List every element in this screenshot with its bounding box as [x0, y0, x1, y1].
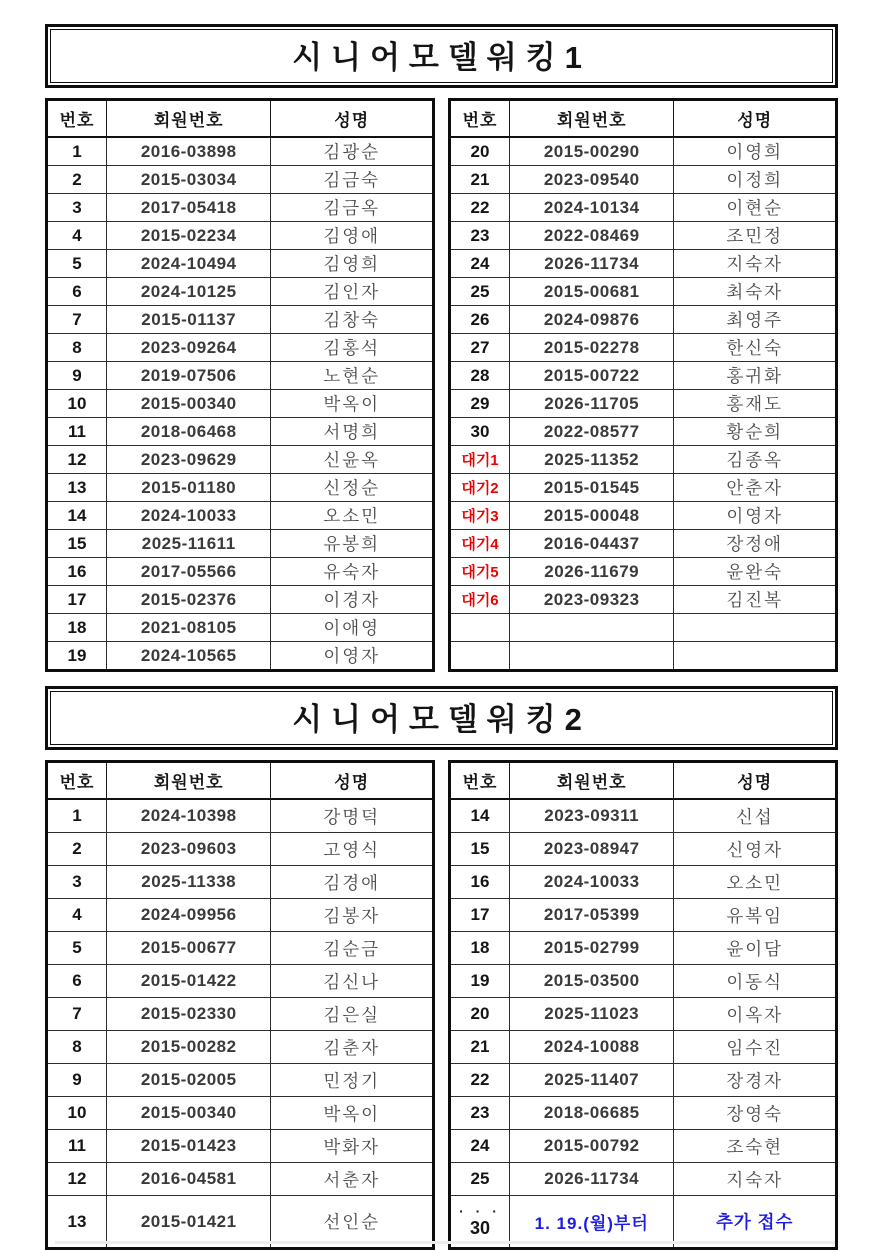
cell-row-number: 16: [47, 558, 107, 586]
cell-row-number: 4: [47, 222, 107, 250]
cell-member-name: 이경자: [271, 586, 434, 614]
section-1-title-text: 시니어모델워킹1: [292, 40, 591, 75]
section-1-tables: [45, 98, 838, 672]
cell-row-number: 18: [450, 932, 510, 965]
cell-member-number: 2015-01545: [509, 474, 673, 502]
cell-member-number: 2017-05399: [509, 899, 673, 932]
column-header: 성명: [271, 762, 434, 800]
cell-member-number: 2024-10125: [106, 278, 270, 306]
cell-row-number: 22: [450, 194, 510, 222]
section-2-tables: [45, 760, 838, 1250]
cell-member-number: 2015-01137: [106, 306, 270, 334]
cell-row-number: 대기2: [450, 474, 510, 502]
cell-member-number: 2023-09629: [106, 446, 270, 474]
cell-member-name: 이현순: [674, 194, 837, 222]
cell-member-name: 이정희: [674, 166, 837, 194]
cell-member-number: 2015-02330: [106, 998, 270, 1031]
cell-row-number: 11: [47, 1130, 107, 1163]
table-row: [450, 833, 837, 866]
cell-member-number: 2015-00792: [509, 1130, 673, 1163]
table-row: [47, 932, 434, 965]
cell-member-name: 신정순: [271, 474, 434, 502]
cell-member-number: 2023-09323: [509, 586, 673, 614]
cell-row-number: 대기3: [450, 502, 510, 530]
cell-member-number: 2026-11734: [509, 1163, 673, 1196]
cell-row-number: 16: [450, 866, 510, 899]
cell-member-number: 2023-09540: [509, 166, 673, 194]
table-row: [47, 194, 434, 222]
cell-member-name: 이옥자: [674, 998, 837, 1031]
cell-member-number: 2026-11705: [509, 390, 673, 418]
cell-member-name: 김영애: [271, 222, 434, 250]
table-row: [47, 502, 434, 530]
cell-member-name: 윤이담: [674, 932, 837, 965]
table-row: [450, 899, 837, 932]
cell-row-number: 25: [450, 278, 510, 306]
roster-table-2-left: [45, 760, 435, 1250]
cell-row-number: 24: [450, 250, 510, 278]
cell-row-number: 17: [450, 899, 510, 932]
cell-member-name: 윤완숙: [674, 558, 837, 586]
table-row: [450, 306, 837, 334]
cell-member-number: 2015-00722: [509, 362, 673, 390]
cell-row-number: 18: [47, 614, 107, 642]
roster-table-1-right: [448, 98, 838, 672]
cell-member-number: 2015-02376: [106, 586, 270, 614]
cell-member-name: 장경자: [674, 1064, 837, 1097]
cell-member-name: 서명희: [271, 418, 434, 446]
cell-member-number: 2024-09956: [106, 899, 270, 932]
cell-member-number: 2015-02799: [509, 932, 673, 965]
table-row: [47, 558, 434, 586]
cell-member-name: 지숙자: [674, 1163, 837, 1196]
cell-member-number: 2023-08947: [509, 833, 673, 866]
roster-table-2-right: [448, 760, 838, 1250]
section-1-title: [45, 24, 838, 88]
cell-member-number: 2025-11352: [509, 446, 673, 474]
table-row: [450, 1163, 837, 1196]
cell-row-number: 29: [450, 390, 510, 418]
cell-member-number: 2023-09603: [106, 833, 270, 866]
cell-member-number: 2015-03500: [509, 965, 673, 998]
table-row: [47, 474, 434, 502]
column-header: 회원번호: [509, 100, 673, 138]
column-header: 번호: [47, 100, 107, 138]
cell-member-number: 2025-11407: [509, 1064, 673, 1097]
cell-member-number: 2026-11679: [509, 558, 673, 586]
cell-member-name: 유숙자: [271, 558, 434, 586]
cell-member-number: 2017-05418: [106, 194, 270, 222]
cell-row-number: 대기4: [450, 530, 510, 558]
cell-member-number: 2015-03034: [106, 166, 270, 194]
cell-row-number: 12: [47, 446, 107, 474]
cell-member-number: 2024-09876: [509, 306, 673, 334]
cell-member-number: 2024-10033: [509, 866, 673, 899]
cell-row-number: 15: [450, 833, 510, 866]
column-header: 회원번호: [106, 762, 270, 800]
cell-member-name: 김인자: [271, 278, 434, 306]
table-row: [47, 530, 434, 558]
cell-row-number: 13: [47, 474, 107, 502]
cell-row-number: 15: [47, 530, 107, 558]
table-row: [47, 362, 434, 390]
cell-member-name: 오소민: [271, 502, 434, 530]
cell-member-name: 홍재도: [674, 390, 837, 418]
table-row: [47, 137, 434, 166]
table-row: [47, 418, 434, 446]
cell-member-number: 2024-10088: [509, 1031, 673, 1064]
cell-member-number: [509, 642, 673, 671]
cell-member-name: 신윤옥: [271, 446, 434, 474]
cell-member-name: 최영주: [674, 306, 837, 334]
cell-row-number: 11: [47, 418, 107, 446]
header-row: [450, 762, 837, 800]
cell-member-number: 2024-10398: [106, 799, 270, 833]
cell-member-number: 2015-01180: [106, 474, 270, 502]
cell-row-number: 6: [47, 278, 107, 306]
cell-member-name: [674, 614, 837, 642]
cell-row-number: 27: [450, 334, 510, 362]
table-row: [450, 334, 837, 362]
cell-member-number: 2024-10033: [106, 502, 270, 530]
cell-member-number: 2015-01422: [106, 965, 270, 998]
cell-row-number: 2: [47, 166, 107, 194]
cell-member-number: 2015-00282: [106, 1031, 270, 1064]
table-row: [450, 418, 837, 446]
cell-member-name: 한신숙: [674, 334, 837, 362]
table-row: [450, 362, 837, 390]
table-row: [450, 586, 837, 614]
cell-member-number: 2024-10494: [106, 250, 270, 278]
table-row: [450, 390, 837, 418]
table-row: [450, 137, 837, 166]
cell-member-name: 이영자: [271, 642, 434, 671]
table-row: [450, 866, 837, 899]
cell-member-number: 2015-02278: [509, 334, 673, 362]
cell-member-number: 2025-11338: [106, 866, 270, 899]
table-row: [47, 866, 434, 899]
cell-member-number: 2015-01423: [106, 1130, 270, 1163]
header-row: [450, 100, 837, 138]
cell-member-name: 신영자: [674, 833, 837, 866]
table-row: [47, 614, 434, 642]
cell-member-name: 고영식: [271, 833, 434, 866]
cell-member-name: 박옥이: [271, 390, 434, 418]
cell-row-number: 3: [47, 866, 107, 899]
page-edge-shadow: [55, 1241, 835, 1244]
cell-member-number: 2016-03898: [106, 137, 270, 166]
cell-row-number: 17: [47, 586, 107, 614]
table-row: [47, 965, 434, 998]
table-row: [450, 250, 837, 278]
cell-member-name: 신섭: [674, 799, 837, 833]
cell-member-number: 2019-07506: [106, 362, 270, 390]
table-row: [47, 250, 434, 278]
cell-row-number: 대기5: [450, 558, 510, 586]
cell-row-number: 24: [450, 1130, 510, 1163]
table-row: [450, 446, 837, 474]
cell-member-name: 장정애: [674, 530, 837, 558]
table-row: [450, 166, 837, 194]
cell-member-number: 2023-09264: [106, 334, 270, 362]
table-row: [47, 998, 434, 1031]
table-row: [450, 1130, 837, 1163]
cell-row-number: 4: [47, 899, 107, 932]
cell-member-name: 안춘자: [674, 474, 837, 502]
cell-member-number: 2021-08105: [106, 614, 270, 642]
cell-row-number: 30: [450, 418, 510, 446]
cell-row-number: [450, 614, 510, 642]
cell-row-number: 28: [450, 362, 510, 390]
cell-member-number: 2022-08577: [509, 418, 673, 446]
cell-row-number: 6: [47, 965, 107, 998]
table-row: [47, 1130, 434, 1163]
table-row: [47, 1064, 434, 1097]
cell-member-number: 2022-08469: [509, 222, 673, 250]
cell-member-name: 홍귀화: [674, 362, 837, 390]
cell-row-number: 1: [47, 137, 107, 166]
cell-member-number: 2024-10134: [509, 194, 673, 222]
cell-member-number: 2025-11611: [106, 530, 270, 558]
cell-row-number: 9: [47, 362, 107, 390]
table-row: [450, 530, 837, 558]
cell-row-number: · · · 30: [450, 1196, 510, 1249]
cell-member-name: 이동식: [674, 965, 837, 998]
cell-member-name: 김홍석: [271, 334, 434, 362]
cell-member-name: 이영희: [674, 137, 837, 166]
cell-row-number: 9: [47, 1064, 107, 1097]
table-row: [450, 278, 837, 306]
cell-row-number: 23: [450, 1097, 510, 1130]
cell-row-number: 8: [47, 1031, 107, 1064]
cell-row-number: 10: [47, 1097, 107, 1130]
column-header: 성명: [674, 100, 837, 138]
cell-row-number: 21: [450, 166, 510, 194]
cell-row-number: 13: [47, 1196, 107, 1249]
cell-member-name: 최숙자: [674, 278, 837, 306]
table-row: [450, 614, 837, 642]
cell-row-number: 10: [47, 390, 107, 418]
cell-member-name: 이영자: [674, 502, 837, 530]
cell-member-name: 김신나: [271, 965, 434, 998]
cell-member-name: 김춘자: [271, 1031, 434, 1064]
table-row: [47, 222, 434, 250]
table-row: [450, 558, 837, 586]
column-header: 회원번호: [106, 100, 270, 138]
table-row: [47, 166, 434, 194]
cell-member-number: 2015-00681: [509, 278, 673, 306]
table-row: [450, 932, 837, 965]
cell-row-number: 7: [47, 306, 107, 334]
section-2-title-text: 시니어모델워킹2: [292, 702, 591, 737]
table-row: [47, 799, 434, 833]
table-row: [450, 474, 837, 502]
section-2-title: [45, 686, 838, 750]
section-walking-1: [45, 24, 838, 672]
cell-member-name: 김은실: [271, 998, 434, 1031]
table-row: [450, 642, 837, 671]
column-header: 번호: [450, 100, 510, 138]
cell-member-number: 2015-00677: [106, 932, 270, 965]
cell-member-number: 2018-06685: [509, 1097, 673, 1130]
cell-row-number: 3: [47, 194, 107, 222]
cell-member-name: 강명덕: [271, 799, 434, 833]
cell-member-name: 서춘자: [271, 1163, 434, 1196]
cell-member-name: 임수진: [674, 1031, 837, 1064]
cell-row-number: 20: [450, 137, 510, 166]
table-row: [47, 1097, 434, 1130]
cell-member-name: 유봉희: [271, 530, 434, 558]
cell-row-number: 12: [47, 1163, 107, 1196]
table-row: [450, 194, 837, 222]
table-row: [47, 1031, 434, 1064]
cell-member-number: 2017-05566: [106, 558, 270, 586]
cell-member-number: [509, 614, 673, 642]
section-walking-2: [45, 686, 838, 1250]
table-row: [47, 306, 434, 334]
cell-member-name: 김봉자: [271, 899, 434, 932]
cell-member-number: 2015-02005: [106, 1064, 270, 1097]
cell-member-number: 2023-09311: [509, 799, 673, 833]
table-row: [47, 833, 434, 866]
cell-row-number: 19: [47, 642, 107, 671]
table-row: [47, 586, 434, 614]
cell-row-number: 7: [47, 998, 107, 1031]
cell-member-number: 2015-02234: [106, 222, 270, 250]
table-row: [47, 1163, 434, 1196]
cell-member-number: 2026-11734: [509, 250, 673, 278]
table-row: [450, 965, 837, 998]
cell-member-name: 이애영: [271, 614, 434, 642]
cell-row-number: 20: [450, 998, 510, 1031]
cell-member-name: 김금옥: [271, 194, 434, 222]
table-row: [450, 998, 837, 1031]
cell-member-name: 박옥이: [271, 1097, 434, 1130]
column-header: 성명: [674, 762, 837, 800]
cell-row-number: 19: [450, 965, 510, 998]
cell-member-number: 2016-04437: [509, 530, 673, 558]
cell-row-number: 25: [450, 1163, 510, 1196]
cell-member-name: 조숙현: [674, 1130, 837, 1163]
cell-row-number: 5: [47, 250, 107, 278]
cell-row-number: 23: [450, 222, 510, 250]
cell-row-number: 21: [450, 1031, 510, 1064]
table-row: [47, 446, 434, 474]
header-row: [47, 100, 434, 138]
cell-member-number: 2025-11023: [509, 998, 673, 1031]
table-row: [450, 1031, 837, 1064]
cell-member-number: 2015-00048: [509, 502, 673, 530]
header-row: [47, 762, 434, 800]
cell-member-name: 김창숙: [271, 306, 434, 334]
column-header: 성명: [271, 100, 434, 138]
cell-member-number: 2024-10565: [106, 642, 270, 671]
cell-member-number: 2015-00340: [106, 390, 270, 418]
cell-member-name: 조민정: [674, 222, 837, 250]
cell-member-number: 2015-00290: [509, 137, 673, 166]
column-header: 번호: [47, 762, 107, 800]
cell-member-name: 장영숙: [674, 1097, 837, 1130]
cell-row-number: 5: [47, 932, 107, 965]
table-row: [47, 899, 434, 932]
cell-row-number: 22: [450, 1064, 510, 1097]
table-row: [47, 278, 434, 306]
cell-member-name: [674, 642, 837, 671]
table-row: [47, 334, 434, 362]
cell-member-number: 2015-01421: [106, 1196, 270, 1249]
cell-member-name: 지숙자: [674, 250, 837, 278]
cell-member-name: 선인순: [271, 1196, 434, 1249]
cell-row-number: 1: [47, 799, 107, 833]
cell-row-number: 8: [47, 334, 107, 362]
cell-member-number: 2016-04581: [106, 1163, 270, 1196]
table-row: [450, 1064, 837, 1097]
table-row: [450, 222, 837, 250]
column-header: 번호: [450, 762, 510, 800]
cell-member-name: 추가 접수: [674, 1196, 837, 1249]
table-row: [47, 642, 434, 671]
cell-member-name: 황순희: [674, 418, 837, 446]
cell-member-name: 오소민: [674, 866, 837, 899]
cell-member-name: 김영희: [271, 250, 434, 278]
cell-row-number: 14: [47, 502, 107, 530]
cell-row-number: 26: [450, 306, 510, 334]
cell-member-name: 박화자: [271, 1130, 434, 1163]
cell-member-name: 김광순: [271, 137, 434, 166]
cell-member-name: 민정기: [271, 1064, 434, 1097]
cell-row-number: 14: [450, 799, 510, 833]
cell-member-name: 김금숙: [271, 166, 434, 194]
roster-table-1-left: [45, 98, 435, 672]
cell-row-number: [450, 642, 510, 671]
table-row: [450, 1097, 837, 1130]
cell-member-number: 2015-00340: [106, 1097, 270, 1130]
table-row: [450, 502, 837, 530]
cell-row-number: 대기6: [450, 586, 510, 614]
cell-member-name: 유복임: [674, 899, 837, 932]
cell-row-number: 2: [47, 833, 107, 866]
cell-member-name: 김경애: [271, 866, 434, 899]
cell-member-name: 노현순: [271, 362, 434, 390]
table-row: [47, 390, 434, 418]
cell-member-number: 2018-06468: [106, 418, 270, 446]
cell-member-name: 김순금: [271, 932, 434, 965]
cell-member-name: 김종옥: [674, 446, 837, 474]
column-header: 회원번호: [509, 762, 673, 800]
cell-member-number: 1. 19.(월)부터: [509, 1196, 673, 1249]
cell-row-number: 대기1: [450, 446, 510, 474]
cell-member-name: 김진복: [674, 586, 837, 614]
table-row: [450, 799, 837, 833]
